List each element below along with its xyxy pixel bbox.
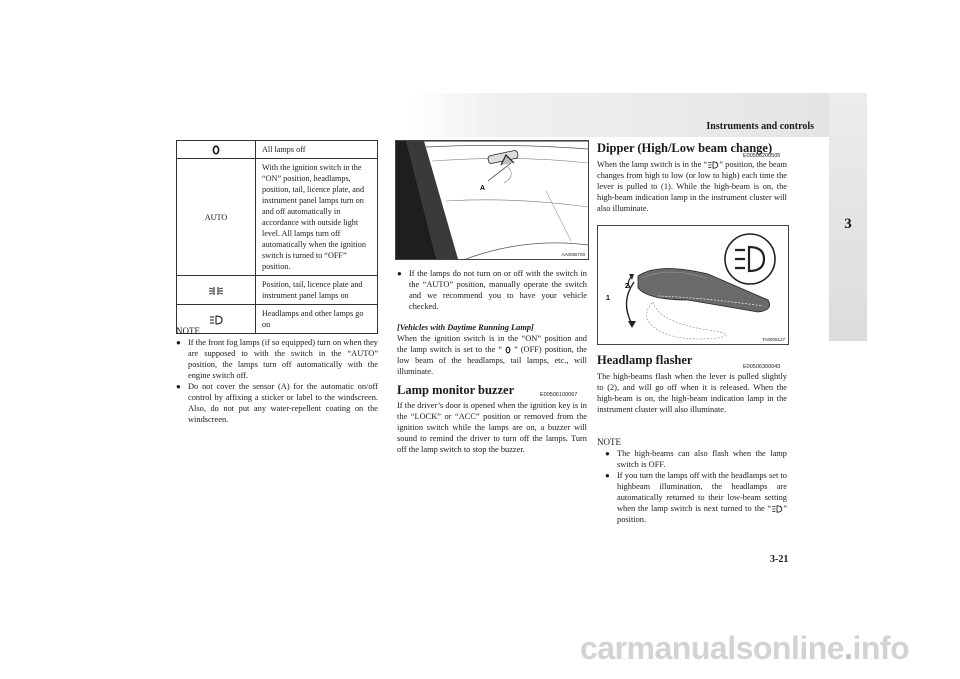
description-cell: With the ignition switch in the “ON” position, headlamps, position, tail, licence plate, and instrument panel lamps turn on and off automatically in accordance with outside light level. All lamps turn off automatically when the ignition switch is turned to “OFF” position. <box>256 159 378 276</box>
symbol-cell <box>177 141 256 159</box>
flasher-code: E00506300043 <box>743 364 781 370</box>
note-block-col3 <box>597 437 787 525</box>
note-bullet: ● If you turn the lamps off with the headlamps set to highbeam illumination, the headlamps are automatically returned to their low-beam setting when the lamp switch is next turned to the “ ” position. <box>605 470 787 525</box>
figure-id: TA0009127 <box>762 337 785 342</box>
off-zero-icon <box>212 145 220 155</box>
col2-bullet-block <box>397 268 587 312</box>
dipper-lever-figure <box>597 225 789 345</box>
note-bullet: ● The high-beams can also flash when the lamp switch is OFF. <box>605 448 787 470</box>
chapter-number: 3 <box>844 216 852 232</box>
flasher-heading: Headlamp flasher <box>597 353 693 367</box>
note-block-col1 <box>176 326 378 425</box>
table-row <box>177 159 378 276</box>
note-bullet: ● If the front fog lamps (if so equipped) turn on when they are supposed to with the switch in the “AUTO” position, the lamps turn off automatically with the engine switch off. <box>176 337 378 381</box>
symbol-cell <box>177 276 256 305</box>
chapter-tab <box>829 93 867 341</box>
lever-illustration <box>598 226 788 344</box>
note-bullet: ● Do not cover the sensor (A) for the automatic on/off control by affixing a sticker or label to the windscreen. Also, do not put any water-repellent coating on the windscreen. <box>176 381 378 425</box>
watermark-logo[interactable]: carmanualsonline.info <box>580 630 910 666</box>
lamp-switch-table <box>176 140 378 334</box>
headlamp-icon <box>707 161 719 169</box>
table-row <box>177 276 378 305</box>
lamp-monitor-code: E00506100067 <box>540 392 578 398</box>
drl-text: When the ignition switch is in the “ON” position and the lamp switch is set to the “ ” (OFF) position, the low beam of the headlamps, tail lamps, etc., will illuminate. <box>397 334 587 376</box>
lever-label-1: 1 <box>606 295 610 302</box>
manual-check-bullet: ● If the lamps do not turn on or off with the switch in the “AUTO” position, manually operate the switch and we recommend you to have your vehicle checked. <box>397 268 587 312</box>
drl-block <box>397 322 587 377</box>
description-cell: Headlamps and other lamps go on <box>256 305 378 334</box>
windscreen-sensor-figure <box>395 140 589 260</box>
flasher-text: The high-beams flash when the lever is pulled slightly to (2), and will go off when it is released. When the high-beam is on, the high-beam indication lamp in the instrument cluster will also illuminate. <box>597 372 787 414</box>
figure-id: AA0056700 <box>561 252 585 257</box>
table-row <box>177 141 378 159</box>
page-number: 3-21 <box>770 554 789 565</box>
note-label: NOTE <box>597 437 621 447</box>
lamp-monitor-text: If the driver’s door is opened when the ignition key is in the “LOCK” or “ACC” position or removed from the ignition switch while the lamps are on, a buzzer will sound to remind the driver to turn off the lamps. Turn off the lamp switch to stop the buzzer. <box>397 401 587 454</box>
symbol-cell: AUTO <box>177 159 256 276</box>
page-header-title: Instruments and controls <box>706 121 814 132</box>
description-cell: All lamps off <box>256 141 378 159</box>
headlamp-icon <box>771 505 783 513</box>
description-cell: Position, tail, licence plate and instrument panel lamps on <box>256 276 378 305</box>
position-lamp-icon <box>208 286 224 296</box>
note-label: NOTE <box>176 326 200 336</box>
headlamp-icon <box>209 315 223 325</box>
windscreen-illustration <box>396 141 588 259</box>
sensor-label-a: A <box>480 185 486 192</box>
drl-heading: [Vehicles with Daytime Running Lamp] <box>397 323 534 332</box>
dipper-heading: Dipper (High/Low beam change) <box>597 141 773 155</box>
dipper-code: E00506200505 <box>743 153 781 159</box>
lamp-monitor-heading: Lamp monitor buzzer <box>397 383 515 397</box>
lever-label-2: 2 <box>625 283 629 290</box>
dipper-text: When the lamp switch is in the “ ” position, the beam changes from high to low (or low to high) each time the lever is pulled to (1). While the high-beam is on, the high-beam indication lamp in the instrument cluster will also illuminate. <box>597 160 787 213</box>
